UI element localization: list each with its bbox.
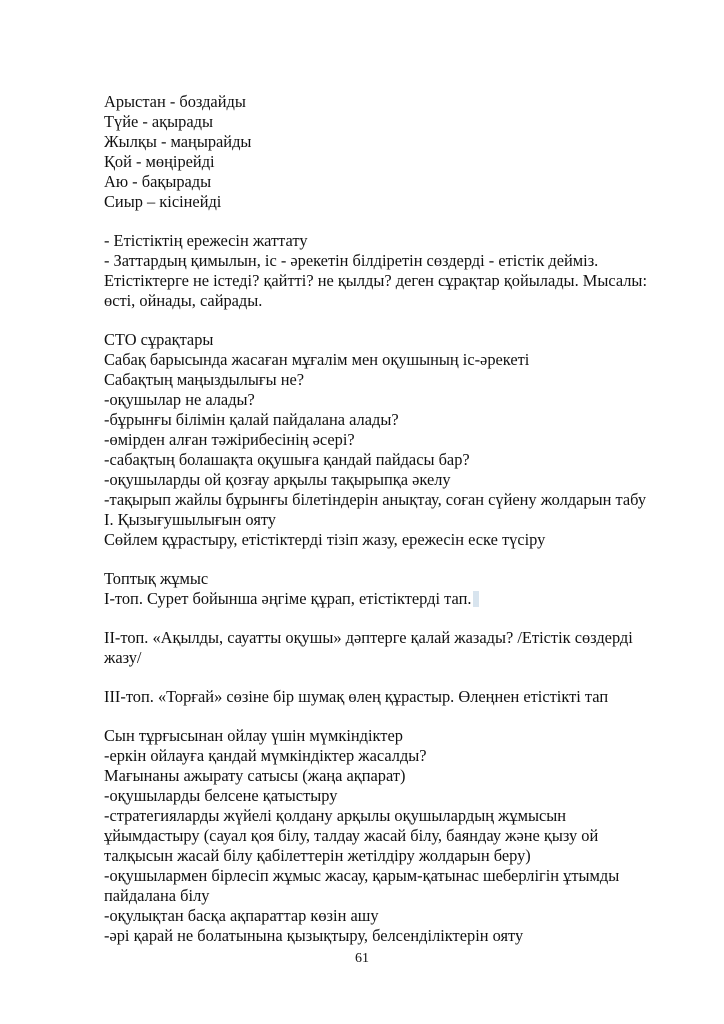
text-line: -оқушыларды ой қозғау арқылы тақырыпқа әкелу — [104, 470, 451, 489]
text-line: ұйымдастыру (сауал қоя білу, талдау жасай білу, баяндау және қызу ой — [104, 826, 599, 845]
section-heading: СТО сұрақтары — [104, 330, 214, 349]
text-line: талқысын жасай білу қабілеттерін жетілдіру жолдарын беру) — [104, 846, 531, 865]
text-line: Жылқы - маңырайды — [104, 132, 252, 151]
text-line: Қой - мөңірейді — [104, 152, 215, 171]
text-line: -оқушылар не алады? — [104, 390, 255, 409]
text-line: -тақырып жайлы бұрынғы білетіндерін анықтау, соған сүйену жолдарын табу — [104, 490, 647, 509]
text-line: - Заттардың қимылын, іс - әрекетін білдіретін сөздерді - етістік дейміз. — [104, 251, 599, 270]
text-line: -оқулықтан басқа ақпараттар көзін ашу — [104, 906, 379, 925]
text-line: өсті, ойнады, сайрады. — [104, 291, 263, 310]
text-line: -оқушыларды белсене қатыстыру — [104, 786, 338, 805]
text-cursor-highlight — [473, 591, 479, 607]
text-line: III-топ. «Торғай» сөзіне бір шумақ өлең құрастыр. Өлеңнен етістікті тап — [104, 687, 609, 706]
text-line: II-топ. «Ақылды, сауатты оқушы» дәптерге қалай жазады? /Етістік сөздерді — [104, 628, 633, 647]
text-line: -еркін ойлауға қандай мүмкіндіктер жасалды? — [104, 746, 427, 765]
text-line: - Етістіктің ережесін жаттату — [104, 231, 308, 250]
group1-text: I-топ. Сурет бойынша әңгіме құрап, етістіктерді тап. — [104, 589, 472, 608]
text-line: Сабақтың маңыздылығы не? — [104, 370, 305, 389]
text-line: Сөйлем құрастыру, етістіктерді тізіп жазу, ережесін еске түсіру — [104, 530, 546, 549]
text-line: -әрі қарай не болатынына қызықтыру, белсенділіктерін ояту — [104, 926, 524, 945]
text-line: I. Қызығушылығын ояту — [104, 510, 276, 529]
text-line: -оқушылармен бірлесіп жұмыс жасау, қарым-қатынас шеберлігін ұтымды — [104, 866, 620, 885]
page-number: 61 — [355, 951, 369, 966]
text-line: -стратегияларды жүйелі қолдану арқылы оқушылардың жұмысын — [104, 806, 567, 825]
text-line: Сабақ барысында жасаған мұғалім мен оқушының іс-әрекеті — [104, 350, 530, 369]
text-line: Мағынаны ажырату сатысы (жаңа ақпарат) — [104, 766, 406, 785]
text-line: -бұрынғы білімін қалай пайдалана алады? — [104, 410, 399, 429]
section-heading: Сын тұрғысынан ойлау үшін мүмкіндіктер — [104, 726, 403, 745]
text-line: -өмірден алған тәжірибесінің әсері? — [104, 430, 355, 449]
section-heading: Топтық жұмыс — [104, 569, 209, 588]
text-line: Сиыр – кісінейді — [104, 192, 222, 211]
text-line: Етістіктерге не істеді? қайтті? не қылды? деген сұрақтар қойылады. Мысалы: — [104, 271, 647, 290]
text-line: Аю - бақырады — [104, 172, 212, 191]
text-line — [104, 589, 479, 609]
text-line: Арыстан - боздайды — [104, 92, 246, 111]
text-line: Түйе - ақырады — [104, 112, 213, 131]
text-line: жазу/ — [104, 648, 142, 667]
text-line: -сабақтың болашақта оқушыға қандай пайдасы бар? — [104, 450, 470, 469]
text-line: пайдалана білу — [104, 886, 210, 905]
